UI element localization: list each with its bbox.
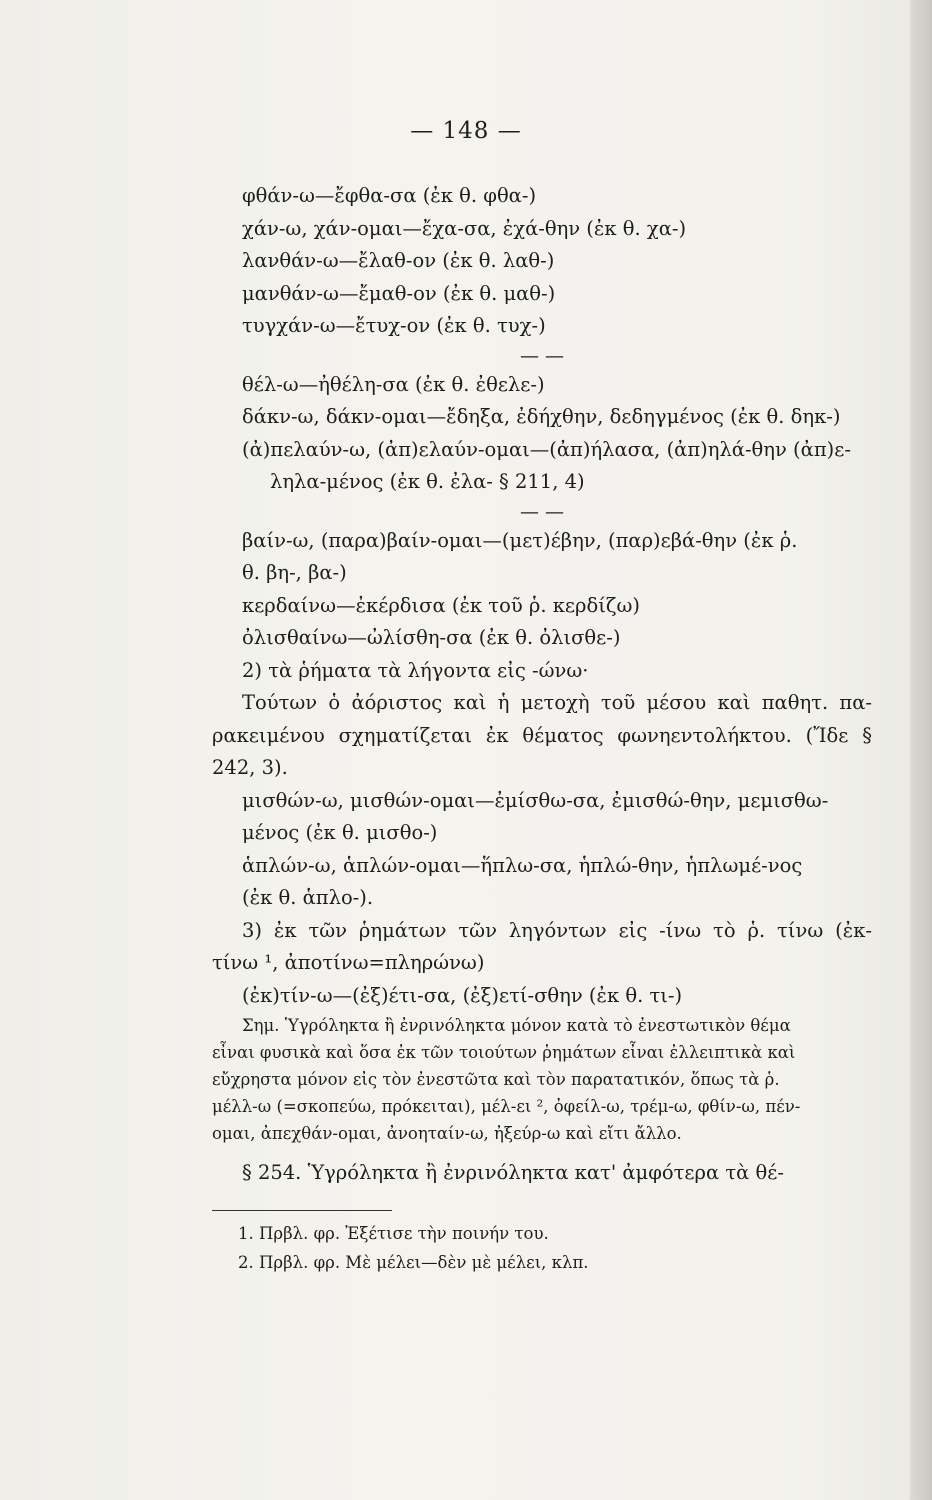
section-heading: 2) τὰ ῥήματα τὰ λήγοντα εἰς -ώνω· xyxy=(242,658,589,682)
text-line: (ἀ)πελαύν-ω, (ἀπ)ελαύν-ομαι—(ἀπ)ήλασα, (ἀπ)ηλά-θην (ἀπ)ε- xyxy=(242,437,851,461)
text-line: ληλα-μένος (ἐκ θ. ἐλα- § 211, 4) xyxy=(270,470,585,493)
note-line: μέλλ-ω (=σκοπεύω, πρόκειται), μέλ-ει ², ὀφείλ-ω, τρέμ-ω, φθίν-ω, πέν- xyxy=(212,1097,801,1116)
text-line: τίνω ¹, ἀποτίνω=πληρώνω) xyxy=(212,951,485,974)
text-line: μένος (ἐκ θ. μισθο-) xyxy=(242,821,438,844)
page-edge xyxy=(910,0,932,1500)
text-line: φθάν-ω—ἔφθα-σα (ἐκ θ. φθα-) xyxy=(242,184,537,207)
text-line: μανθάν-ω—ἔμαθ-ον (ἐκ θ. μαθ-) xyxy=(242,281,556,305)
text-line: βαίν-ω, (παρα)βαίν-ομαι—(μετ)έβην, (παρ)εβά-θην (ἐκ ῥ. xyxy=(242,528,798,552)
footnote-rule xyxy=(212,1210,392,1211)
paragraph-line: ρακειμένου σχηματίζεται ἐκ θέματος φωνηεντολήκτου. (Ἴδε § xyxy=(212,723,872,747)
note-line: εἶναι φυσικὰ καὶ ὅσα ἐκ τῶν τοιούτων ῥημάτων εἶναι ἐλλειπτικὰ καὶ xyxy=(212,1043,796,1062)
note-line: εὔχρηστα μόνον εἰς τὸν ἐνεστῶτα καὶ τὸν παρατατικόν, ὅπως τὰ ῥ. xyxy=(212,1070,780,1089)
text-line: δάκν-ω, δάκν-ομαι—ἔδηξα, ἐδήχθην, δεδηγμένος (ἐκ θ. δηκ-) xyxy=(242,405,841,428)
text-line: θέλ-ω—ἠθέλη-σα (ἐκ θ. ἐθελε-) xyxy=(242,372,545,396)
separator: — — xyxy=(519,500,565,523)
text-line: (ἐκ θ. ἁπλο-). xyxy=(242,886,374,909)
note-line: Σημ. Ὑγρόληκτα ἢ ἐνρινόληκτα μόνον κατὰ τὸ ἐνεστωτικὸν θέμα xyxy=(242,1016,791,1035)
section-heading: 3) ἐκ τῶν ῥημάτων τῶν ληγόντων εἰς -ίνω τὸ ῥ. τίνω (ἐκ- xyxy=(242,918,872,942)
section-start: § 254. Ὑγρόληκτα ἢ ἐνρινόληκτα κατ' ἀμφότερα τὰ θέ- xyxy=(242,1161,784,1184)
text-line: θ. βη-, βα-) xyxy=(242,561,347,584)
footnote: 2. Πρβλ. φρ. Μὲ μέλει—δὲν μὲ μέλει, κλπ. xyxy=(238,1252,589,1272)
page-number: — 148 — xyxy=(410,118,522,144)
text-line: ὀλισθαίνω—ὠλίσθη-σα (ἐκ θ. ὀλισθε-) xyxy=(242,626,621,649)
footnote: 1. Πρβλ. φρ. Ἐξέτισε τὴν ποινήν του. xyxy=(238,1223,549,1243)
page-body xyxy=(212,180,872,1277)
text-line: λανθάν-ω—ἔλαθ-ον (ἐκ θ. λαθ-) xyxy=(242,249,555,272)
text-line: (ἐκ)τίν-ω—(ἐξ)έτι-σα, (ἐξ)ετί-σθην (ἐκ θ. τι-) xyxy=(242,983,683,1007)
text-line: μισθών-ω, μισθών-ομαι—ἐμίσθω-σα, ἐμισθώ-θην, μεμισθω- xyxy=(242,788,829,812)
text-line: κερδαίνω—ἐκέρδισα (ἐκ τοῦ ῥ. κερδίζω) xyxy=(242,593,640,617)
note-line: ομαι, ἀπεχθάν-ομαι, ἀνοηταίν-ω, ἠξεύρ-ω καὶ εἴτι ἄλλο. xyxy=(212,1124,682,1143)
text-line: τυγχάν-ω—ἔτυχ-ον (ἐκ θ. τυχ-) xyxy=(242,314,546,337)
separator: — — xyxy=(519,344,565,367)
text-line: χάν-ω, χάν-ομαι—ἔχα-σα, ἐχά-θην (ἐκ θ. χα-) xyxy=(242,216,687,240)
paragraph-line: 242, 3). xyxy=(212,756,288,779)
text-line: ἁπλών-ω, ἁπλών-ομαι—ἥπλω-σα, ἡπλώ-θην, ἡπλωμέ-νος xyxy=(242,853,803,877)
paragraph-line: Τούτων ὁ ἀόριστος καὶ ἡ μετοχὴ τοῦ μέσου καὶ παθητ. πα- xyxy=(242,691,872,714)
